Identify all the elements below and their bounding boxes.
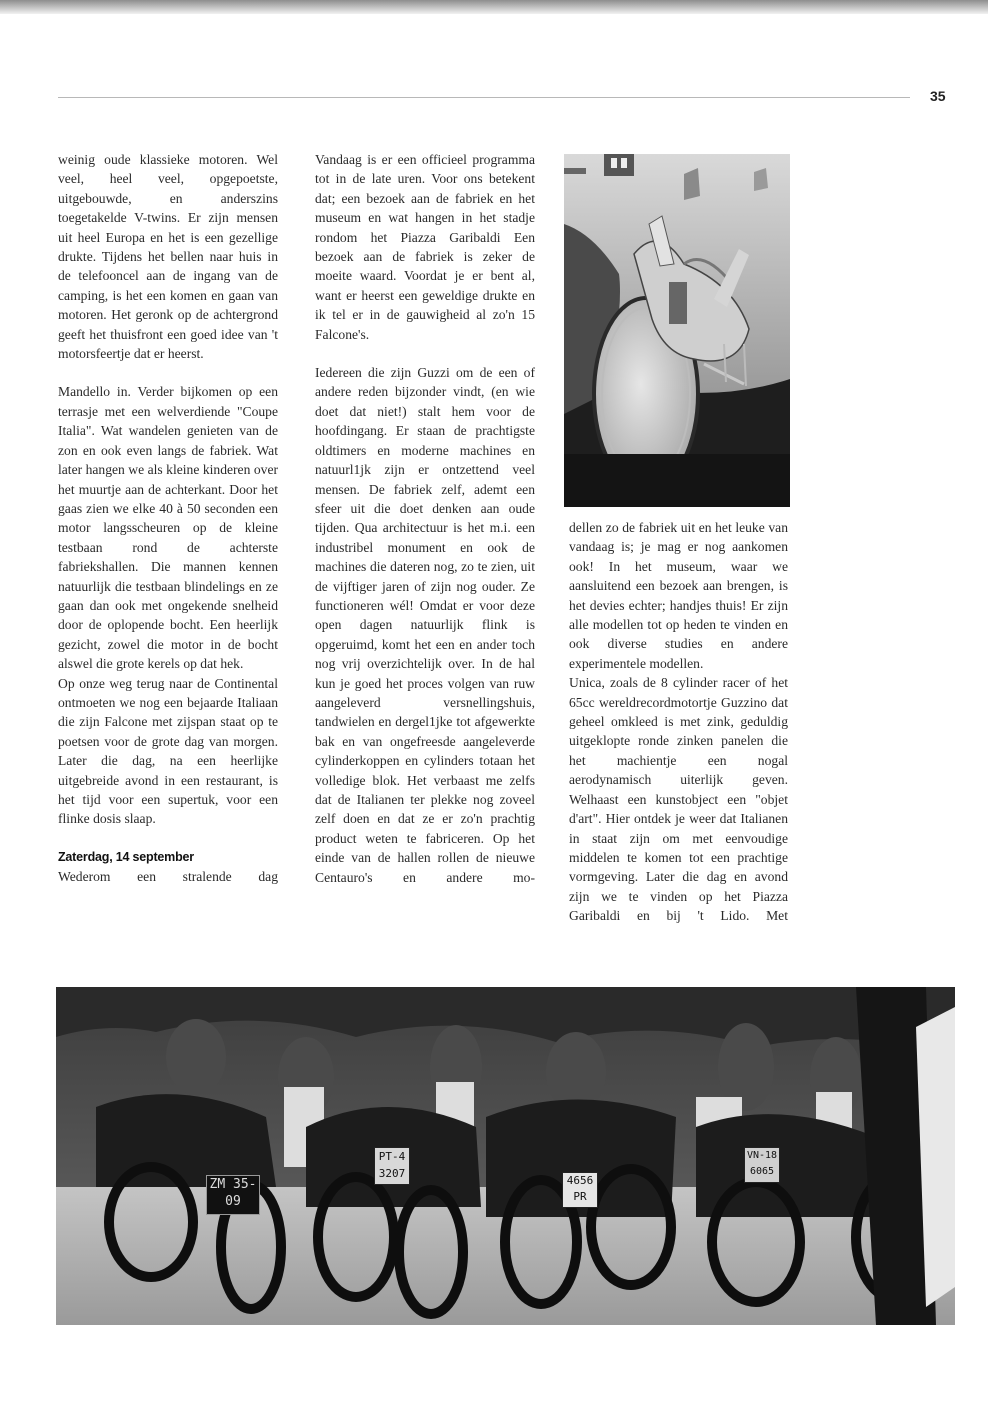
text-column-1 — [58, 150, 278, 887]
license-plate: PT-4 3207 — [374, 1147, 410, 1185]
header-rule — [58, 97, 910, 98]
top-scan-band — [0, 0, 988, 14]
paragraph: weinig oude klassieke motoren. Wel veel, heel veel, opgepoetste, uitgebouwde, en anderszins toegetakelde V-twins. Er zijn mensen uit heel Europa en het is een gezellige drukte. Tijdens het bellen naar huis in de telefooncel aan de ingang van de camping, is het een komen en gaan van motoren. Het geronk op de achtergrond geeft het thuisfront een goed idee van 't motorsfeertje dat er heerst. — [58, 152, 278, 362]
paragraph: Mandello in. Verder bijkomen op een terrasje met een welverdiende "Coupe Italia". Wat wandelen genieten van de zon en ook even langs de fabriek. Wat later hangen we als kleine kinderen over het muurtje aan de achterkant. Door het gaas zien we elke 40 à 50 seconden een motor langsscheuren op de kleine testbaan rond de achterste fabriekshallen. Die mannen kennen natuurlijk die testbaan blindelings en ze gaan dan ook met ongekende snelheid door de oplopende bocht. Een heerlijk gezicht, zowel die motor in de bocht alswel die grote kerels op dat hek. — [58, 384, 278, 672]
paragraph: Unica, zoals de 8 cylinder racer of het 65cc wereldrecordmotortje Guzzino dat geheel omkleed is met zink, geduldig uitgeklopte ronde zinken panelen die het machientje een nogal aerodynamisch uiterlijk geven. Welhaast een kunstobject een "objet d'art". Hier ontdek je weer dat Italianen in staat zijn om met eenvoudige middelen te komen tot een prachtige vormgeving. Later die dag en avond zijn we te vinden op het Piazza Garibaldi en bij 't Lido. Met — [569, 675, 788, 924]
paragraph: dellen zo de fabriek uit en het leuke van vandaag is; je mag er nog aankomen ook! In het museum, waar we aansluitend een bezoek aan brengen, is het devies echter; handjes thuis! Er zijn alle modellen tot op heden te vinden en ook diverse studies en andere experimentele modellen. — [569, 520, 788, 671]
text-column-2 — [315, 150, 535, 887]
museum-photo-graphic — [564, 154, 790, 507]
page-number: 35 — [930, 88, 946, 104]
paragraph: Vandaag is er een officieel programma tot in de late uren. Voor ons betekent dat; een bezoek aan de fabriek en het museum en wat hangen in het stadje rondom het Piazza Garibaldi Een bezoek aan de fabriek is zeker de moeite waard. Voordat je er bent al, want er heerst een geweldige drukte en ik tel er in de gauwigheid al zo'n 15 Falcone's. — [315, 152, 535, 342]
text-column-3 — [569, 518, 788, 926]
paragraph: Wederom een stralende dag — [58, 869, 278, 885]
license-plate: VN-18 6065 — [744, 1147, 780, 1183]
license-plate: 4656 PR — [562, 1172, 598, 1208]
museum-motorcycle-photo — [564, 154, 790, 507]
paragraph: Iedereen die zijn Guzzi om de een of andere reden bijzonder vindt, (en wie doet dat niet!) stalt hem voor de hoofdingang. Er staan de prachtigste oldtimers en moderne machines en natuurl1jk zijn er ontzettend veel mensen. De fabriek zelf, ademt een sfeer uit die doet denken aan oude tijden. Qua architectuur is het m.i. een industribel monument en ook de machines die dateren nog, zo te zien, uit de vijftiger jaren of zijn nog ouder. Ze functioneren wél! Omdat er voor deze open dagen natuurlijk flink is opgeruimd, komt het een en ander toch nog vrij overzichtelijk over. In de hal kun je goed het proces volgen van ruw aangeleverd versnellingshuis, tandwielen en dergel1jke tot afgewerkte bak en van ongefreesde aangeleverde cylinderkoppen en cylinders totaan het volledige blok. Het verbaast me zelfs dat de Italianen ter plekke nog zoveel zelf doen en dat ze er zo'n prachtig product weten te fabriceren. Op het einde van de hallen rollen de nieuwe Centauro's en andere mo- — [315, 365, 535, 885]
motorcycle-rally-photo — [56, 987, 955, 1325]
paragraph: Op onze weg terug naar de Continental ontmoeten we nog een bejaarde Italiaan die zijn Falcone met zijspan staat op te poetsen voor de grote dag van morgen. Later die dag, na een heerlijke uitgebreide avond in een restaurant, is het tijd voor een supertuk, voor een flinke dosis slaap. — [58, 675, 278, 827]
rally-photo-graphic — [56, 987, 955, 1325]
section-subheading: Zaterdag, 14 september — [58, 849, 194, 864]
license-plate: ZM 35-09 — [206, 1175, 260, 1215]
